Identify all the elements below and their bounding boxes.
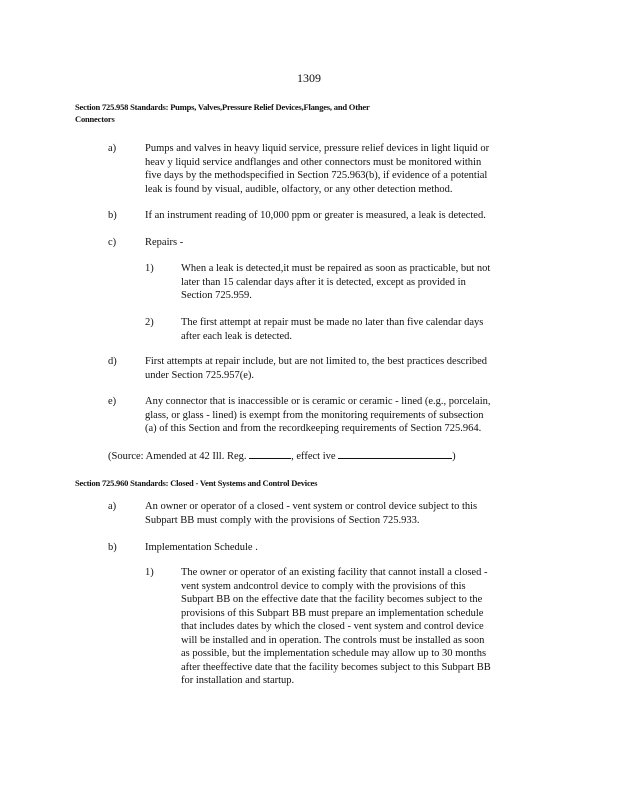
item-a-label: a) — [108, 143, 117, 154]
source-middle: , effect ive — [291, 451, 336, 462]
subitem-c1-label: 1) — [145, 263, 154, 274]
item-d-text: First attempts at repair include, but are not limited to, the best practices described under Section 725.957(e). — [145, 356, 488, 381]
item-a-text: Pumps and valves in heavy liquid service, pressure relief devices in light liquid or heav y liquid service andflanges and other connectors must be monitored within five days by the methodspecified in Section 725.963(b), if evidence of a potential leak is found by visual, audible, olfactory, or any other detection method. — [145, 143, 490, 195]
item-960a-label: a) — [108, 501, 117, 512]
item-b-text: If an instrument reading of 10,000 ppm or greater is measured, a leak is detected. — [145, 210, 486, 221]
item-e-label: e) — [108, 396, 117, 407]
source-effective-blank — [338, 449, 452, 459]
source-reg-blank — [249, 449, 291, 459]
item-960b-text: Implementation Schedule . — [145, 542, 258, 553]
subitem-c2-text: The first attempt at repair must be made no later than five calendar days after each leak is detected. — [181, 317, 484, 342]
page-number: 1309 — [297, 71, 321, 85]
source-prefix: (Source: Amended at 42 Ill. Reg. — [108, 451, 247, 462]
subitem-960b1-text: The owner or operator of an existing facility that cannot install a closed - vent system andcontrol device to comply with the provisions of this Subpart BB on the effective date that the facility becomes subject to the provisions of this Subpart BB must prepare an implementation schedule that includes dates by which the closed - vent system and control device will be installed and in operation. The controls must be installed as soon as possible, but the implementation schedule may allow up to 30 months after theeffective date that the facility becomes subject to this Subpart BB for installation and startup. — [181, 567, 491, 686]
source-suffix: ) — [452, 451, 456, 462]
item-b-label: b) — [108, 210, 117, 221]
subitem-c1-text: When a leak is detected,it must be repaired as soon as practicable, but not later than 15 calendar days after it is detected, except as provided in Section 725.959. — [181, 263, 491, 301]
source-note — [108, 449, 456, 464]
item-d-label: d) — [108, 356, 117, 367]
item-c-text: Repairs - — [145, 237, 184, 248]
subitem-c2-label: 2) — [145, 317, 154, 328]
section-958-heading-line1: Section 725.958 Standards: Pumps, Valves,Pressure Relief Devices,Flanges, and Other — [75, 102, 370, 112]
item-e-text: Any connector that is inaccessible or is ceramic or ceramic - lined (e.g., porcelain, glass, or glass - lined) is exempt from the monitoring requirements of subsection (a) of this Section and from the recordkeeping requirements of Section 725.964. — [145, 396, 491, 434]
subitem-960b1-label: 1) — [145, 567, 154, 578]
section-958-heading-line2: Connectors — [75, 114, 115, 124]
section-960-heading: Section 725.960 Standards: Closed - Vent Systems and Control Devices — [75, 478, 318, 488]
item-960b-label: b) — [108, 542, 117, 553]
item-960a-text: An owner or operator of a closed - vent system or control device subject to this Subpart BB must comply with the provisions of Section 725.933. — [145, 501, 478, 526]
item-c-label: c) — [108, 237, 117, 248]
